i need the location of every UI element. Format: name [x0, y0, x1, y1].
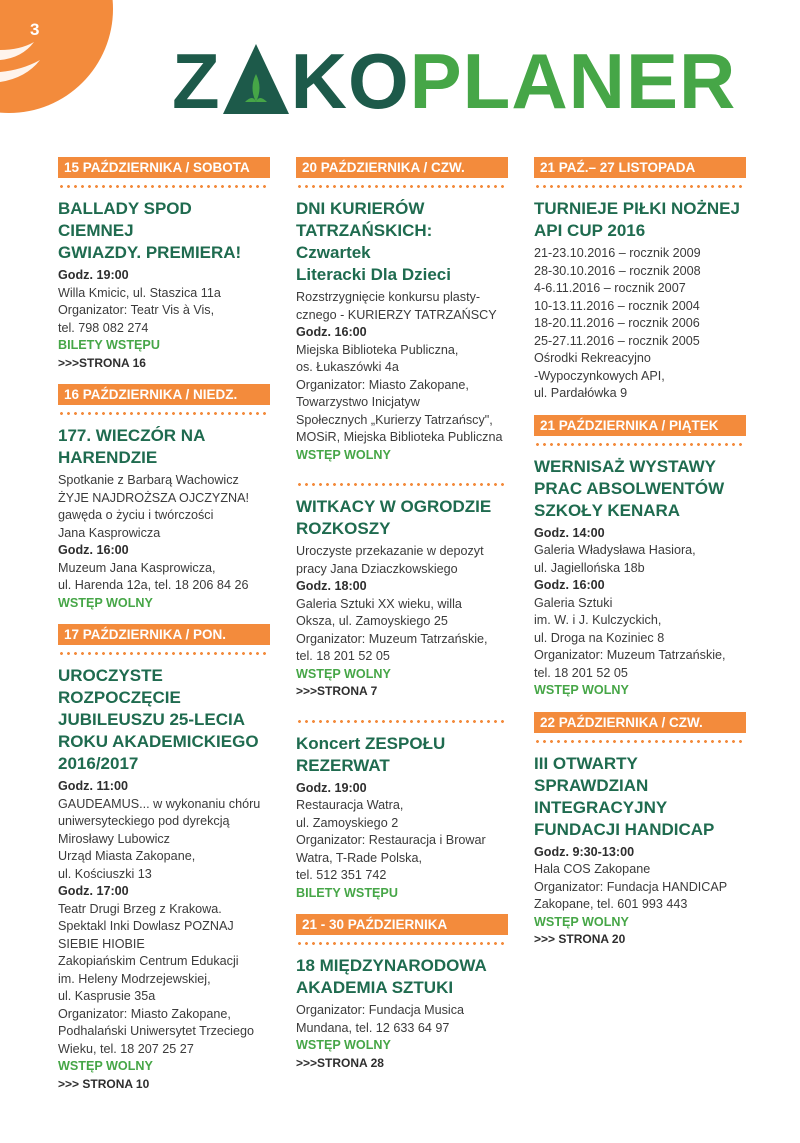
- logo-letter-z: Z: [172, 37, 221, 125]
- event-detail-line: Zakopiańskim Centrum Edukacji: [58, 954, 239, 968]
- event-block: [58, 157, 270, 372]
- column-2: [296, 157, 508, 1072]
- event-detail-line: Uroczyste przekazanie w depozyt: [296, 544, 484, 558]
- event-detail-line: Organizator: Miasto Zakopane,: [296, 377, 469, 392]
- event-time: Godz. 11:00: [58, 779, 128, 793]
- event-title-line: FUNDACJI HANDICAP: [534, 819, 715, 839]
- event-detail-line: Podhalański Uniwersytet Trzeciego: [58, 1024, 254, 1038]
- event-title-line: SZKOŁY KENARA: [534, 500, 681, 520]
- event-detail-line: 21-23.10.2016 – rocznik 2009: [534, 246, 701, 260]
- event-detail-line: Organizator: Fundacja Musica: [296, 1003, 464, 1017]
- block-gap: [296, 902, 508, 914]
- event-detail-line: Miejska Biblioteka Publiczna,: [296, 342, 459, 357]
- event-detail-line: Organizator: Muzeum Tatrzańskie,: [534, 648, 726, 662]
- event-title: [296, 198, 508, 286]
- event-title-line: INTEGRACYJNY: [534, 797, 668, 817]
- event-detail-line: Watra, T-Rade Polska,: [296, 850, 422, 865]
- event-detail-line: tel. 18 201 52 05: [534, 665, 628, 680]
- event-block: [58, 384, 270, 612]
- event-detail-line: Spotkanie z Barbarą Wachowicz: [58, 473, 239, 487]
- event-detail-line: Restauracja Watra,: [296, 798, 404, 812]
- event-detail-line: Społecznych „Kurierzy Tatrzańscy",: [296, 412, 493, 427]
- zakoplaner-logo: [172, 37, 737, 125]
- event-block: [296, 720, 508, 903]
- event-detail-line: Oksza, ul. Zamoyskiego 25: [296, 614, 448, 628]
- admission-label: BILETY WSTĘPU: [296, 885, 398, 900]
- event-detail-line: ul. Kasprusie 35a: [58, 989, 156, 1003]
- event-title-line: Koncert ZESPOŁU: [296, 733, 446, 753]
- event-detail-line: 28-30.10.2016 – rocznik 2008: [534, 263, 701, 278]
- event-title-line: TURNIEJE PIŁKI NOŻNEJ: [534, 199, 740, 218]
- event-detail-line: Mundana, tel. 12 633 64 97: [296, 1020, 450, 1035]
- event-detail-line: GAUDEAMUS... w wykonaniu chóru: [58, 796, 261, 811]
- dotted-divider: [296, 185, 508, 188]
- event-title: [58, 425, 270, 469]
- event-title: [296, 496, 508, 540]
- block-gap: [534, 700, 746, 712]
- page-reference: >>>STRONA 16: [58, 355, 146, 370]
- event-detail-line: ul. Zamoyskiego 2: [296, 815, 399, 830]
- event-date-banner: 21 PAŹDZIERNIKA / PIĄTEK: [534, 415, 746, 436]
- event-title: [534, 456, 746, 522]
- admission-label: BILETY WSTĘPU: [58, 338, 160, 352]
- block-gap: [296, 464, 508, 476]
- event-block: [534, 415, 746, 700]
- event-title-line: 177. WIECZÓR NA: [58, 426, 206, 445]
- event-title-line: 2016/2017: [58, 754, 139, 773]
- column-1: [58, 157, 270, 1093]
- event-detail-line: ul. Jagiellońska 18b: [534, 560, 645, 575]
- admission-label: WSTĘP WOLNY: [296, 447, 391, 462]
- event-detail-line: im. Heleny Modrzejewskiej,: [58, 971, 211, 986]
- event-detail-line: SIEBIE HIOBIE: [58, 936, 145, 951]
- event-detail-line: Spektakl Inki Dowlasz POZNAJ: [58, 919, 234, 933]
- page-reference: >>> STRONA 10: [58, 1076, 150, 1091]
- event-time: Godz. 19:00: [296, 780, 367, 795]
- event-detail-line: Galeria Władysława Hasiora,: [534, 543, 696, 557]
- event-date-banner: 22 PAŹDZIERNIKA / CZW.: [534, 712, 746, 733]
- event-detail-line: Galeria Sztuki XX wieku, willa: [296, 596, 462, 611]
- event-detail-line: Organizator: Miasto Zakopane,: [58, 1006, 231, 1021]
- event-detail-line: Ośrodki Rekreacyjno: [534, 351, 651, 365]
- page-reference: >>> STRONA 20: [534, 932, 626, 946]
- dotted-divider: [58, 412, 270, 415]
- event-title-line: 18 MIĘDZYNARODOWA: [296, 956, 487, 975]
- event-title-line: TATRZAŃSKICH: Czwartek: [296, 221, 433, 262]
- event-detail-line: os. Łukaszówki 4a: [296, 360, 399, 374]
- admission-label: WSTĘP WOLNY: [58, 595, 153, 610]
- event-detail-line: Hala COS Zakopane: [534, 862, 651, 876]
- event-detail-line: 25-27.11.2016 – rocznik 2005: [534, 333, 700, 348]
- dotted-divider: [58, 185, 270, 188]
- event-title-line: API CUP 2016: [534, 221, 646, 240]
- event-detail-line: Willa Kmicic, ul. Staszica 11a: [58, 285, 221, 300]
- event-detail-line: pracy Jana Dziaczkowskiego: [296, 561, 458, 576]
- event-title-line: JUBILEUSZU 25-LECIA: [58, 710, 246, 729]
- event-block: [296, 914, 508, 1072]
- event-detail-line: 18-20.11.2016 – rocznik 2006: [534, 316, 700, 330]
- event-detail-line: Rozstrzygnięcie konkursu plasty-: [296, 290, 481, 304]
- page-reference: >>>STRONA 28: [296, 1055, 384, 1070]
- event-detail-line: ul. Droga na Koziniec 8: [534, 630, 665, 645]
- event-title-line: SPRAWDZIAN: [534, 775, 649, 795]
- event-title-line: WERNISAŻ WYSTAWY: [534, 456, 716, 476]
- event-detail-line: Galeria Sztuki: [534, 595, 613, 610]
- event-detail-line: tel. 18 201 52 05: [296, 649, 390, 663]
- event-detail-line: Teatr Drugi Brzeg z Krakowa.: [58, 901, 222, 916]
- block-gap: [58, 612, 270, 624]
- dotted-divider: [534, 443, 746, 446]
- event-title: [296, 955, 508, 999]
- event-detail-line: Towarzystwo Inicjatyw: [296, 395, 420, 409]
- event-detail-line: im. W. i J. Kulczyckich,: [534, 613, 662, 627]
- block-gap: [58, 372, 270, 384]
- event-block: [534, 157, 746, 403]
- dotted-divider: [296, 720, 508, 723]
- event-detail-line: uniwersyteckiego pod dyrekcją: [58, 814, 230, 828]
- event-date-banner: 16 PAŹDZIERNIKA / NIEDZ.: [58, 384, 270, 405]
- event-detail-line: ul. Kościuszki 13: [58, 866, 152, 881]
- event-title: [534, 198, 746, 242]
- event-title-line: UROCZYSTE: [58, 666, 163, 685]
- event-title-line: HARENDZIE: [58, 448, 158, 467]
- event-detail-line: Organizator: Teatr Vis à Vis,: [58, 303, 215, 317]
- event-detail-line: 10-13.11.2016 – rocznik 2004: [534, 298, 700, 313]
- event-detail-line: tel. 798 082 274: [58, 320, 149, 335]
- event-title-line: ROZPOCZĘCIE: [58, 688, 181, 707]
- event-block: [58, 624, 270, 1093]
- block-gap: [534, 403, 746, 415]
- page-number: 3: [30, 20, 40, 39]
- event-time: Godz. 16:00: [58, 543, 129, 557]
- event-detail-line: gawęda o życiu i twórczości: [58, 508, 214, 522]
- event-detail-line: Organizator: Fundacja HANDICAP: [534, 879, 728, 894]
- event-title-line: WITKACY W OGRODZIE: [296, 497, 492, 516]
- logo-letters-ko: KO: [290, 37, 410, 125]
- event-detail-line: tel. 512 351 742: [296, 868, 387, 882]
- event-time: Godz. 16:00: [296, 325, 367, 339]
- event-title-line: GWIAZDY. PREMIERA!: [58, 243, 242, 262]
- event-detail-line: ul. Harenda 12a, tel. 18 206 84 26: [58, 578, 249, 592]
- dotted-divider: [296, 942, 508, 945]
- event-title-line: III OTWARTY: [534, 753, 638, 773]
- event-time: Godz. 16:00: [534, 578, 605, 592]
- dotted-divider: [58, 652, 270, 655]
- event-detail-line: Urząd Miasta Zakopane,: [58, 849, 196, 863]
- event-detail-line: Wieku, tel. 18 207 25 27: [58, 1041, 194, 1056]
- event-title-line: ROZKOSZY: [296, 519, 391, 538]
- event-title: [534, 753, 746, 841]
- event-date-banner: 21 PAŹ.– 27 LISTOPADA: [534, 157, 746, 178]
- mountain-a-icon: [223, 44, 289, 114]
- event-title: [296, 733, 508, 777]
- event-date-banner: 20 PAŹDZIERNIKA / CZW.: [296, 157, 508, 178]
- event-detail-line: Muzeum Jana Kasprowicza,: [58, 560, 216, 575]
- event-title: [58, 198, 270, 264]
- event-title-line: BALLADY SPOD CIEMNEJ: [58, 199, 192, 240]
- logo-planer: PLANER: [409, 37, 737, 125]
- event-detail-line: ul. Pardałówka 9: [534, 386, 628, 400]
- admission-label: WSTĘP WOLNY: [534, 914, 629, 929]
- event-date-banner: 15 PAŹDZIERNIKA / SOBOTA: [58, 157, 270, 178]
- event-title-line: DNI KURIERÓW: [296, 199, 425, 218]
- event-detail-line: Organizator: Restauracja i Browar: [296, 833, 486, 847]
- admission-label: WSTĘP WOLNY: [534, 683, 629, 697]
- event-detail-line: -Wypoczynkowych API,: [534, 368, 665, 383]
- page-reference: >>>STRONA 7: [296, 684, 378, 698]
- event-time: Godz. 14:00: [534, 525, 605, 540]
- event-title-line: AKADEMIA SZTUKI: [296, 978, 454, 997]
- admission-label: WSTĘP WOLNY: [296, 666, 391, 681]
- leaf-icon: [0, 20, 48, 110]
- event-detail-line: cznego - KURIERZY TATRZAŃSCY: [296, 307, 497, 322]
- block-gap: [296, 701, 508, 713]
- event-detail-line: MOSiR, Miejska Biblioteka Publiczna: [296, 430, 503, 444]
- event-detail-line: Mirosławy Lubowicz: [58, 831, 170, 846]
- event-block: [296, 483, 508, 701]
- event-time: Godz. 19:00: [58, 268, 129, 282]
- event-time: Godz. 17:00: [58, 884, 129, 898]
- event-detail-line: Zakopane, tel. 601 993 443: [534, 897, 688, 911]
- column-3: [534, 157, 746, 949]
- dotted-divider: [534, 185, 746, 188]
- event-time: Godz. 9:30-13:00: [534, 844, 635, 859]
- event-block: [296, 157, 508, 464]
- dotted-divider: [296, 483, 508, 486]
- event-detail-line: ŻYJE NAJDROŻSZA OJCZYZNA!: [58, 490, 250, 505]
- event-title-line: PRAC ABSOLWENTÓW: [534, 478, 725, 498]
- event-block: [534, 712, 746, 949]
- event-date-banner: 21 - 30 PAŹDZIERNIKA: [296, 914, 508, 935]
- dotted-divider: [534, 740, 746, 743]
- event-detail-line: Organizator: Muzeum Tatrzańskie,: [296, 631, 488, 646]
- event-title: [58, 665, 270, 775]
- admission-label: WSTĘP WOLNY: [296, 1038, 391, 1052]
- event-detail-line: 4-6.11.2016 – rocznik 2007: [534, 281, 686, 295]
- event-title-line: ROKU AKADEMICKIEGO: [58, 732, 259, 751]
- event-date-banner: 17 PAŹDZIERNIKA / PON.: [58, 624, 270, 645]
- event-time: Godz. 18:00: [296, 579, 367, 593]
- event-detail-line: Jana Kasprowicza: [58, 525, 161, 540]
- event-title-line: REZERWAT: [296, 755, 390, 775]
- admission-label: WSTĘP WOLNY: [58, 1059, 153, 1073]
- event-title-line: Literacki Dla Dzieci: [296, 265, 451, 284]
